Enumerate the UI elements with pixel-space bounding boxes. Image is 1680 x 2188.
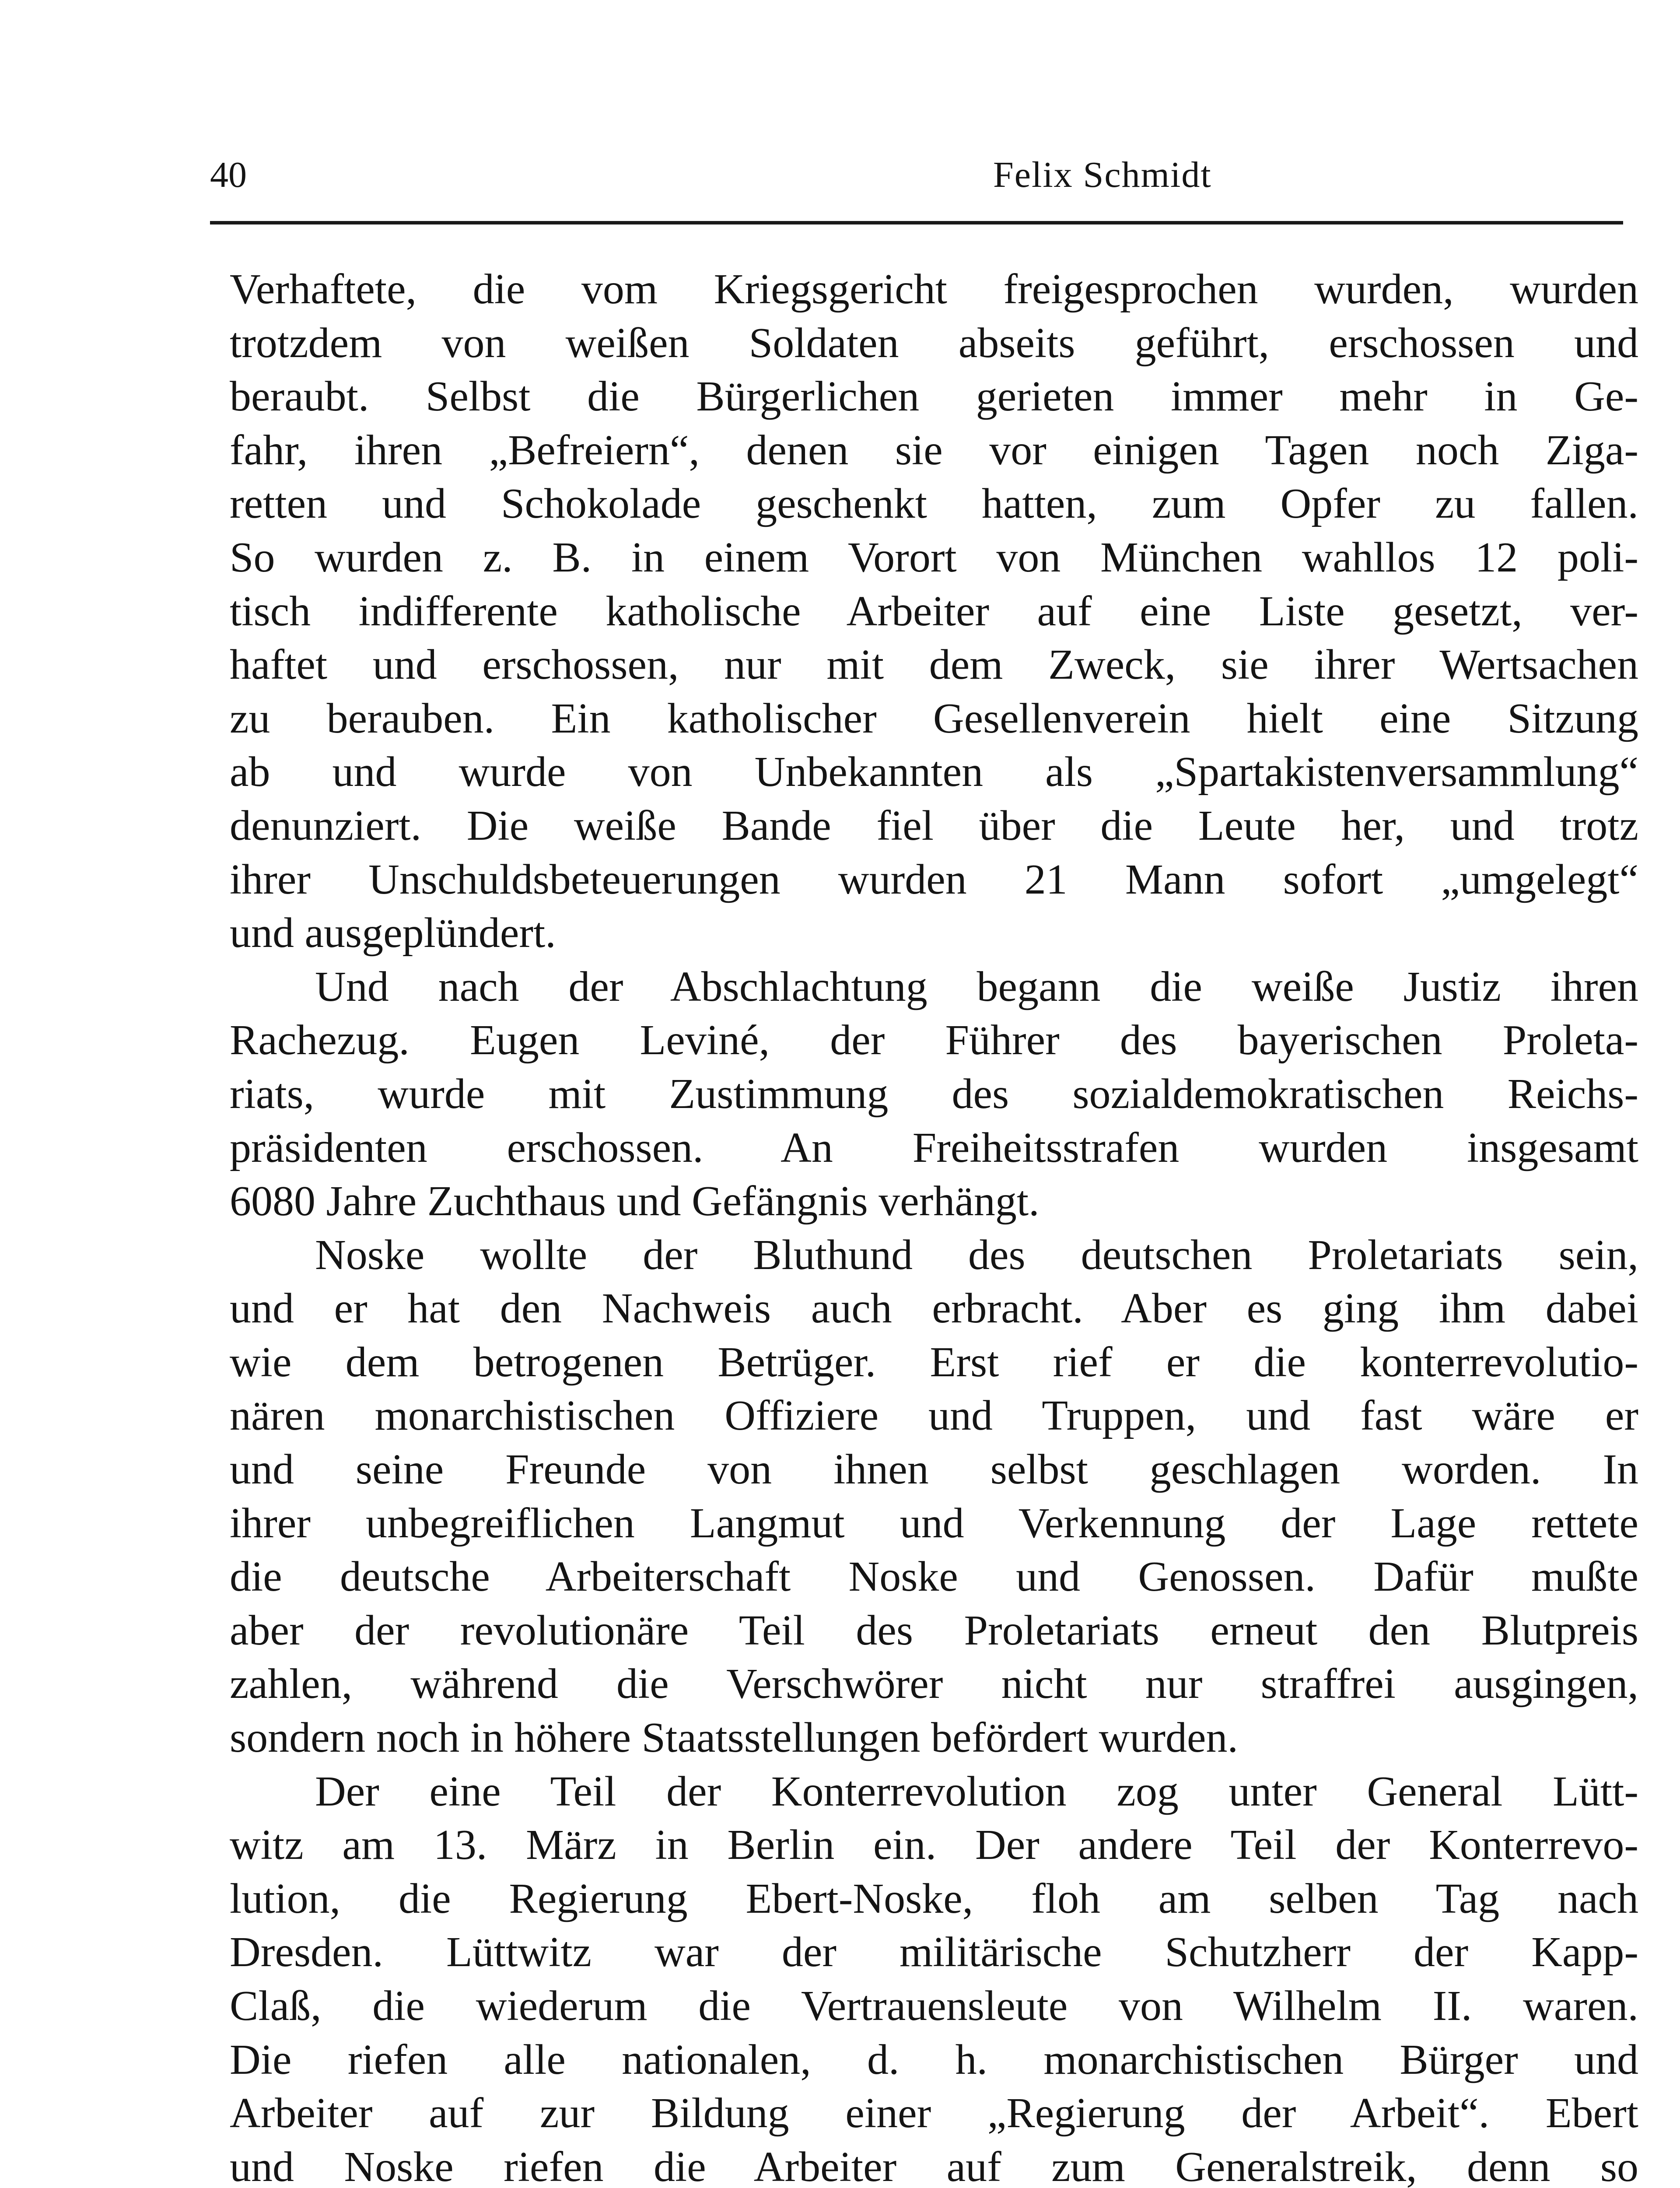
text-line: haftet und erschossen, nur mit dem Zweck, sie ihrer Wertsachen (230, 641, 1638, 689)
text-line: und ausgeplündert. (230, 909, 556, 957)
text-line: beraubt. Selbst die Bürgerlichen gerieten immer mehr in Ge- (230, 373, 1638, 421)
text-line: und er hat den Nachweis auch erbracht. Aber es ging ihm dabei (230, 1285, 1638, 1332)
text-line: fahr, ihren „Befreiern“, denen sie vor einigen Tagen noch Ziga- (230, 426, 1638, 474)
text-line: riats, wurde mit Zustimmung des sozialdemokratischen Reichs- (230, 1070, 1638, 1118)
text-line: ihrer Unschuldsbeteuerungen wurden 21 Mann sofort „umgelegt“ (230, 856, 1638, 903)
text-line: Rachezug. Eugen Leviné, der Führer des bayerischen Proleta- (230, 1017, 1638, 1064)
text-line: Dresden. Lüttwitz war der militärische Schutzherr der Kapp- (230, 1929, 1638, 1976)
text-line: tisch indifferente katholische Arbeiter auf eine Liste gesetzt, ver- (230, 587, 1638, 635)
text-line: Verhaftete, die vom Kriegsgericht freigesprochen wurden, wurden (230, 266, 1638, 313)
text-line: und seine Freunde von ihnen selbst geschlagen worden. In (230, 1446, 1638, 1494)
text-line: Arbeiter auf zur Bildung einer „Regierung der Arbeit“. Ebert (230, 2090, 1638, 2137)
text-line: Noske wollte der Bluthund des deutschen Proletariats sein, (315, 1231, 1638, 1279)
text-line: ab und wurde von Unbekannten als „Spartakistenversammlung“ (230, 748, 1638, 796)
page-header (210, 144, 1623, 206)
text-line: Die riefen alle nationalen, d. h. monarchistischen Bürger und (230, 2036, 1638, 2083)
text-line: und Noske riefen die Arbeiter auf zum Generalstreik, denn so (230, 2143, 1638, 2188)
text-line: zu berauben. Ein katholischer Gesellenverein hielt eine Sitzung (230, 694, 1638, 742)
text-line: denunziert. Die weiße Bande fiel über die Leute her, und trotz (230, 802, 1638, 849)
header-rule (210, 221, 1623, 224)
text-line: präsidenten erschossen. An Freiheitsstrafen wurden insgesamt (230, 1124, 1638, 1171)
text-line: nären monarchistischen Offiziere und Truppen, und fast wäre er (230, 1392, 1638, 1440)
text-line: Der eine Teil der Konterrevolution zog unter General Lütt- (315, 1767, 1638, 1815)
text-line: Claß, die wiederum die Vertrauensleute von Wilhelm II. waren. (230, 1982, 1638, 2030)
text-line: witz am 13. März in Berlin ein. Der andere Teil der Konterrevo- (230, 1821, 1638, 1869)
text-line: zahlen, während die Verschwörer nicht nur straffrei ausgingen, (230, 1660, 1638, 1708)
page-number: 40 (210, 154, 247, 195)
text-line: wie dem betrogenen Betrüger. Erst rief er die konterrevolutio- (230, 1338, 1638, 1386)
text-line: So wurden z. B. in einem Vorort von München wahllos 12 poli- (230, 533, 1638, 581)
text-line: trotzdem von weißen Soldaten abseits geführt, erschossen und (230, 319, 1638, 367)
text-line: ihrer unbegreiflichen Langmut und Verkennung der Lage rettete (230, 1499, 1638, 1547)
text-line: Und nach der Abschlachtung begann die weiße Justiz ihren (315, 963, 1638, 1010)
text-line: die deutsche Arbeiterschaft Noske und Genossen. Dafür mußte (230, 1553, 1638, 1601)
body-text (230, 263, 1638, 2188)
text-line: retten und Schokolade geschenkt hatten, zum Opfer zu fallen. (230, 480, 1638, 528)
running-head-author: Felix Schmidt (993, 154, 1212, 195)
text-line: sondern noch in höhere Staatsstellungen befördert wurden. (230, 1714, 1239, 1762)
text-line: lution, die Regierung Ebert-Noske, floh am selben Tag nach (230, 1875, 1638, 1922)
text-line: aber der revolutionäre Teil des Proletariats erneut den Blutpreis (230, 1606, 1638, 1654)
text-line: 6080 Jahre Zuchthaus und Gefängnis verhängt. (230, 1178, 1040, 1225)
